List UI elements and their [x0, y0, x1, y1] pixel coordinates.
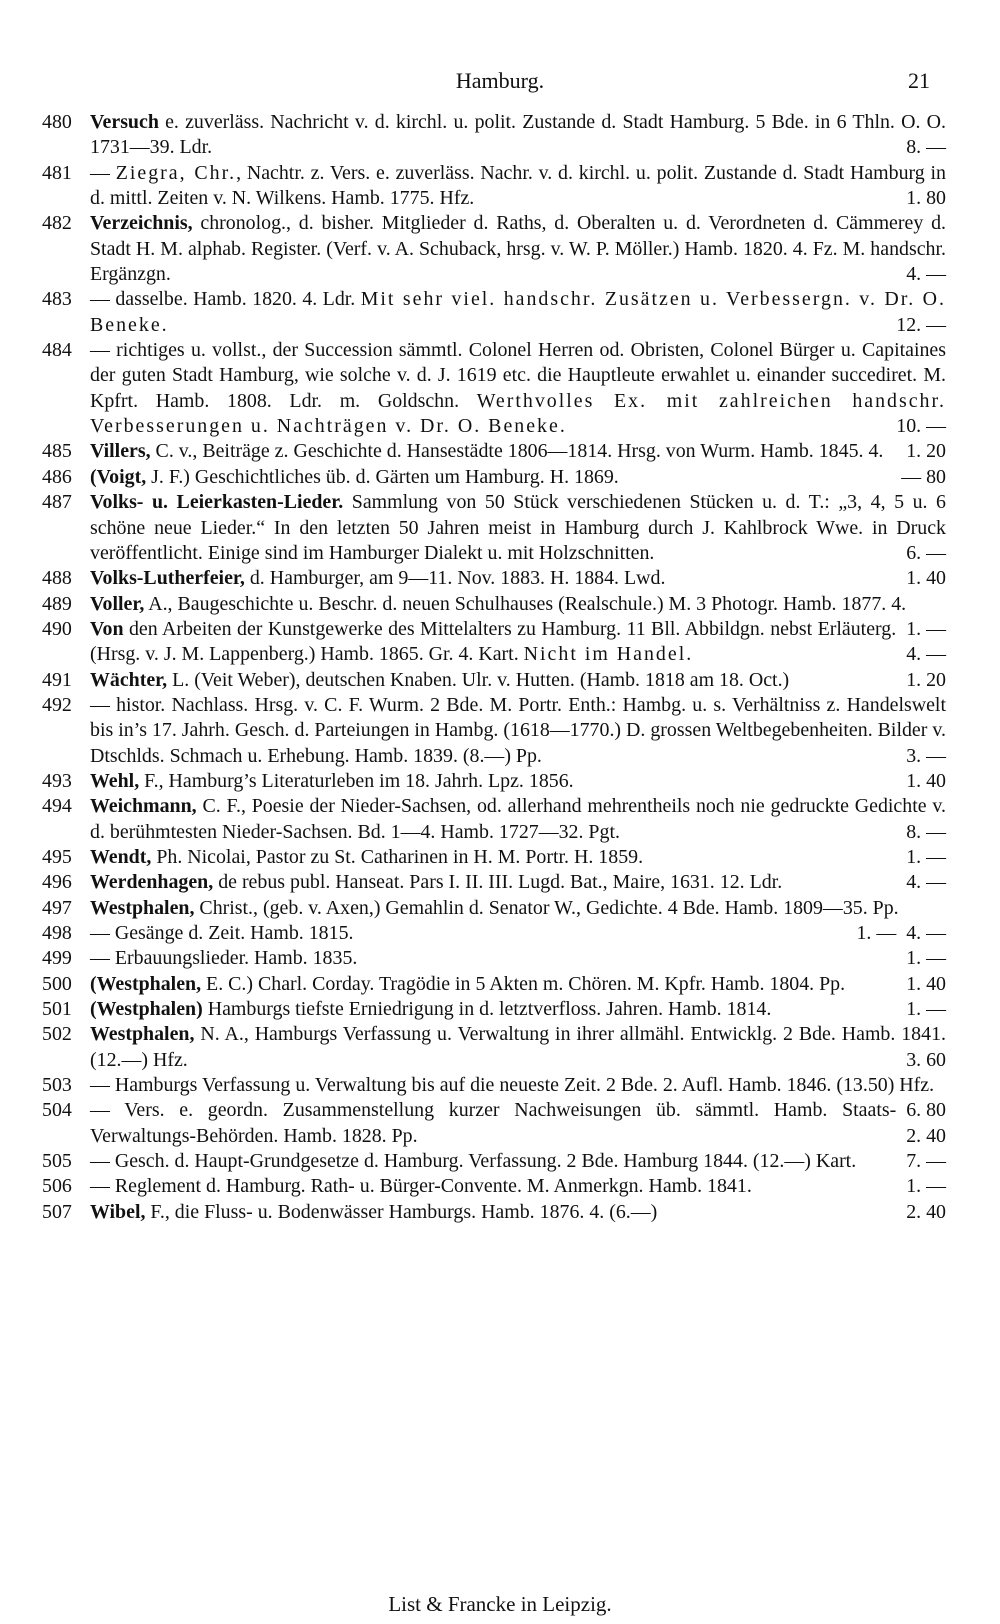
catalog-entry: [42, 794, 946, 845]
entry-spaced-note: Mit sehr viel. handschr. Zusätzen u. Verbessergn. v. Dr. O. Beneke.: [90, 288, 946, 336]
entry-price: 8. —: [906, 820, 946, 843]
entry-price: 2. 40: [906, 1200, 946, 1223]
entry-description: de rebus publ. Hanseat. Pars I. II. III. Lugd. Bat., Maire, 1631. 12. Ldr.: [213, 871, 783, 894]
entry-number: 483: [42, 288, 72, 311]
catalog-entry: [42, 161, 946, 212]
entry-text: [90, 1175, 752, 1197]
entry-price: 2. 40: [906, 1124, 946, 1147]
entry-number: 491: [42, 668, 72, 691]
catalog-entry: [42, 211, 946, 287]
entry-price: 1. 40: [906, 972, 946, 995]
entry-description: — richtiges u. vollst., der Succession sämmtl. Colonel Herren od. Obristen, Colonel Bürger u. Capitaines der guten Stadt Hamburg, wie solche v. d. J. 1619 etc. die Hauptleute erwahlet u. einander succediret. M. Kpfrt. Hamb. 1808. Ldr. m. Goldschn.: [90, 339, 946, 412]
entry-heading: Wendt,: [90, 845, 152, 868]
entry-description: F., die Fluss- u. Bodenwässer Hamburgs. Hamb. 1876. 4. (6.—): [145, 1200, 658, 1223]
entry-spaced-note: Ziegra, Chr.: [115, 161, 237, 184]
entry-number: 490: [42, 617, 72, 640]
entry-price: 1. —: [906, 617, 946, 640]
entry-heading: (Westphalen,: [90, 972, 202, 995]
entry-description: — dasselbe. Hamb. 1820. 4. Ldr.: [90, 288, 361, 311]
entry-price: 4. —: [906, 263, 946, 286]
entry-number: 480: [42, 111, 72, 133]
entry-description: Ph. Nicolai, Pastor zu St. Catharinen in H. M. Portr. H. 1859.: [151, 845, 644, 868]
entry-number: 505: [42, 1150, 72, 1173]
entry-description: J. F.) Geschichtliches üb. d. Gärten um Hamburg. H. 1869.: [146, 465, 619, 488]
entry-price: 4. —: [906, 643, 946, 666]
catalog-entry: [42, 693, 946, 769]
entry-description: chronolog., d. bisher. Mitglieder d. Raths, d. Oberalten u. d. Verordneten d. Cämmerey d. Stadt H. M. alphab. Register. (Verf. v. A. Schuback, hrsg. v. W. P. Möller.) Hamb. 1820. 4. Fz. M. handschr. Ergänzgn.: [90, 212, 946, 286]
catalog-entry: [42, 1022, 946, 1073]
entry-text: [90, 846, 643, 868]
entry-number: 506: [42, 1175, 72, 1198]
entry-heading: Weichmann,: [90, 795, 197, 818]
catalog-entries: [42, 110, 946, 1225]
entry-heading: Westphalen,: [90, 896, 195, 919]
entry-price: 6. 80: [906, 1099, 946, 1122]
entry-price: 8. —: [906, 136, 946, 159]
catalog-entry: [42, 490, 946, 566]
entry-spaced-note: Werthvolles Ex. mit zahlreichen handschr. Verbesserungen u. Nachträgen v. Dr. O. Beneke.: [90, 389, 946, 438]
catalog-entry: [42, 946, 946, 971]
entry-price: 4. —: [906, 922, 946, 944]
catalog-entry: [42, 1098, 946, 1149]
entry-number: 502: [42, 1023, 72, 1046]
entry-heading: Wehl,: [90, 769, 140, 792]
entry-price: 1. 20: [906, 668, 946, 691]
entry-text: [90, 973, 845, 995]
entry-number: 494: [42, 795, 72, 818]
entry-price: 1. 20: [906, 440, 946, 463]
entry-text: [90, 339, 946, 437]
entry-price: 1. —: [906, 845, 946, 868]
entry-price: 4. —: [906, 871, 946, 894]
entry-text: [90, 770, 574, 792]
publisher-footer: List & Francke in Leipzig.: [388, 1592, 612, 1616]
entry-spaced-note: Nicht im Handel.: [523, 643, 694, 666]
entry-number: 495: [42, 845, 72, 868]
entry-description: — Reglement d. Hamburg. Rath- u. Bürger-Convente. M. Anmerkgn. Hamb. 1841.: [90, 1175, 752, 1198]
entry-text: [90, 1074, 934, 1096]
catalog-entry: [42, 287, 946, 338]
entry-description: — Gesch. d. Haupt-Grundgesetze d. Hamburg. Verfassung. 2 Bde. Hamburg 1844. (12.—) Kart.: [90, 1150, 857, 1173]
catalog-entry: [42, 439, 946, 464]
entry-description: —: [90, 161, 116, 184]
entry-price: — 80: [901, 465, 946, 488]
catalog-entry: [42, 921, 946, 946]
entry-number: 498: [42, 922, 72, 944]
entry-heading: Versuch: [90, 111, 159, 133]
entry-number: 501: [42, 998, 72, 1021]
entry-price: 3. 60: [906, 1048, 946, 1071]
entry-text: [90, 1099, 896, 1146]
entry-number: 499: [42, 947, 72, 970]
entry-number: 488: [42, 567, 72, 590]
entry-text: [90, 1023, 946, 1070]
entry-number: 487: [42, 491, 72, 514]
entry-description: , Nachtr. z. Vers. e. zuverläss. Nachr. v. d. kirchl. u. polit. Zustande d. Stadt Hamburg in d. mittl. Zeiten v. N. Wilkens. Hamb. 1775. Hfz.: [90, 161, 946, 210]
entry-number: 493: [42, 769, 72, 792]
entry-number: 484: [42, 339, 72, 362]
entry-number: 507: [42, 1200, 72, 1223]
running-title: Hamburg.: [455, 68, 545, 93]
entry-text: [90, 466, 619, 488]
entry-description: E. C.) Charl. Corday. Tragödie in 5 Akten m. Chören. M. Kpfr. Hamb. 1804. Pp.: [201, 972, 846, 995]
entry-heading: Villers,: [90, 440, 151, 463]
entry-text: [90, 922, 354, 944]
catalog-entry: [42, 338, 946, 439]
entry-heading: Voller,: [90, 592, 145, 615]
entry-text: [90, 1201, 657, 1223]
catalog-entry: [42, 1149, 946, 1174]
entry-text: [90, 871, 782, 893]
entry-heading: Von: [90, 617, 124, 640]
entry-text: [90, 593, 906, 615]
entry-heading: Volks-Lutherfeier,: [90, 567, 245, 590]
entry-price: 1. 40: [906, 567, 946, 590]
entry-description: L. (Veit Weber), deutschen Knaben. Ulr. v. Hutten. (Hamb. 1818 am 18. Oct.): [167, 668, 790, 691]
catalog-entry: [42, 617, 946, 668]
catalog-entry: [42, 870, 946, 895]
entry-heading: Wächter,: [90, 668, 168, 691]
entry-text: [90, 162, 946, 209]
entry-number: 500: [42, 972, 72, 995]
entry-heading: Verzeichnis,: [90, 212, 193, 235]
entry-text: [90, 947, 357, 969]
entry-number: 497: [42, 896, 72, 919]
entry-text: [90, 998, 771, 1020]
entry-heading: (Voigt,: [90, 465, 147, 488]
entry-description: Hamburgs tiefste Erniedrigung in d. letztverfloss. Jahren. Hamb. 1814.: [202, 998, 772, 1021]
entry-description: F., Hamburg’s Literaturleben im 18. Jahrh. Lpz. 1856.: [139, 769, 574, 792]
entry-text: [90, 795, 946, 842]
entry-text: [90, 1150, 856, 1172]
entry-price: 10. —: [896, 415, 946, 438]
entry-description: N. A., Hamburgs Verfassung u. Verwaltung in ihrer allmähl. Entwicklg. 2 Bde. Hamb. 1841. (12.—) Hfz.: [90, 1023, 946, 1071]
catalog-entry: [42, 1174, 946, 1199]
entry-text: [90, 288, 946, 335]
entry-number: 503: [42, 1074, 72, 1097]
entry-text: [90, 212, 946, 285]
catalog-entry: [42, 972, 946, 997]
entry-description: A., Baugeschichte u. Beschr. d. neuen Schulhauses (Realschule.) M. 3 Photogr. Hamb. 1877. 4.: [144, 592, 907, 615]
entry-text: [90, 111, 946, 158]
entry-number: 481: [42, 161, 72, 184]
entry-heading: Volks- u. Leierkasten-Lieder.: [90, 491, 344, 514]
catalog-entry: [42, 769, 946, 794]
entry-description: — histor. Nachlass. Hrsg. v. C. F. Wurm. 2 Bde. M. Portr. Enth.: Hambg. u. s. Verhältniss z. Handelswelt bis in’s 17. Jahrh. Gesch. d. Parteiungen in Hambg. (1618—1770.) D. grossen Weltbegebenheiten. Bilder v. Dtschlds. Schmach u. Erhebung. Hamb. 1839. (8.—) Pp.: [90, 693, 946, 767]
entry-number: 482: [42, 212, 72, 235]
catalog-entry: [42, 110, 946, 161]
entry-price: 1. —: [906, 1175, 946, 1198]
entry-text: [90, 669, 789, 691]
entry-text: [90, 618, 896, 665]
entry-number: 485: [42, 440, 72, 463]
entry-text: [90, 491, 946, 564]
entry-price: 1. 80: [906, 187, 946, 210]
page-header: [0, 66, 1000, 96]
entry-number: 496: [42, 871, 72, 894]
catalog-entry: [42, 465, 946, 490]
entry-price: 1. —: [906, 947, 946, 970]
entry-number: 489: [42, 592, 72, 615]
entry-heading: Westphalen,: [90, 1023, 195, 1046]
entry-price: 3. —: [906, 744, 946, 767]
entry-price: 7. —: [906, 1150, 946, 1173]
entry-number: 492: [42, 693, 72, 716]
entry-description: d. Hamburger, am 9—11. Nov. 1883. H. 1884. Lwd.: [244, 567, 666, 590]
entry-description: den Arbeiten der Kunstgewerke des Mittelalters zu Hamburg. 11 Bll. Abbildgn. nebst Erläuterg. (Hrsg. v. J. M. Lappenberg.) Hamb. 1865. Gr. 4. Kart.: [90, 617, 897, 666]
entry-description: Christ., (geb. v. Axen,) Gemahlin d. Senator W., Gedichte. 4 Bde. Hamb. 1809—35. Pp.: [194, 896, 899, 919]
entry-description: Sammlung von 50 Stück verschiedenen Stücken u. d. T.: „3, 4, 5 u. 6 schöne neue Lieder.“ In den letzten 50 Jahren meist in Hamburg durch J. Kahlbrock Wwe. in Druck veröffentlicht. Einige sind im Hamburger Dialekt u. mit Holzschnitten.: [90, 491, 946, 564]
entry-price: 1. 40: [906, 769, 946, 792]
catalog-entry: [42, 845, 946, 870]
entry-description: C. F., Poesie der Nieder-Sachsen, od. allerhand mehrentheils noch nie gedruckte Gedichte v. d. berühmtesten Nieder-Sachsen. Bd. 1—4. Hamb. 1727—32. Pgt.: [90, 795, 946, 843]
entry-price: 1. —: [856, 922, 897, 944]
entry-description: C. v., Beiträge z. Geschichte d. Hansestädte 1806—1814. Hrsg. von Wurm. Hamb. 1845. 4.: [150, 440, 884, 463]
entry-description: — Vers. e. geordn. Zusammenstellung kurzer Nachweisungen üb. sämmtl. Hamb. Staats-Verwaltungs-Behörden. Hamb. 1828. Pp.: [90, 1099, 897, 1147]
entry-text: [90, 897, 899, 919]
entry-text: [90, 694, 946, 767]
entry-price: 12. —: [896, 313, 946, 336]
entry-heading: Wibel,: [90, 1200, 146, 1223]
entry-price: 6. —: [906, 541, 946, 564]
entry-text: [90, 440, 883, 462]
catalog-entry: [42, 566, 946, 591]
entry-description: e. zuverläss. Nachricht v. d. kirchl. u. polit. Zustande d. Stadt Hamburg. 5 Bde. in 6 Thln. O. O. 1731—39. Ldr.: [90, 111, 946, 159]
entry-description: — Hamburgs Verfassung u. Verwaltung bis auf die neueste Zeit. 2 Bde. 2. Aufl. Hamb. 1846. (13.50) Hfz.: [90, 1074, 935, 1097]
entry-heading: Werdenhagen,: [90, 871, 214, 894]
catalog-entry: [42, 1200, 946, 1225]
catalog-entry: [42, 668, 946, 693]
entry-number: 486: [42, 465, 72, 488]
entry-number: 504: [42, 1099, 72, 1122]
entry-price: 1. —: [906, 998, 946, 1021]
catalog-entry: [42, 997, 946, 1022]
entry-heading: (Westphalen): [90, 998, 203, 1021]
entry-text: [90, 567, 665, 589]
entry-description: — Erbauungslieder. Hamb. 1835.: [90, 947, 358, 970]
page-number: 21: [908, 68, 930, 93]
entry-description: — Gesänge d. Zeit. Hamb. 1815.: [90, 922, 354, 944]
